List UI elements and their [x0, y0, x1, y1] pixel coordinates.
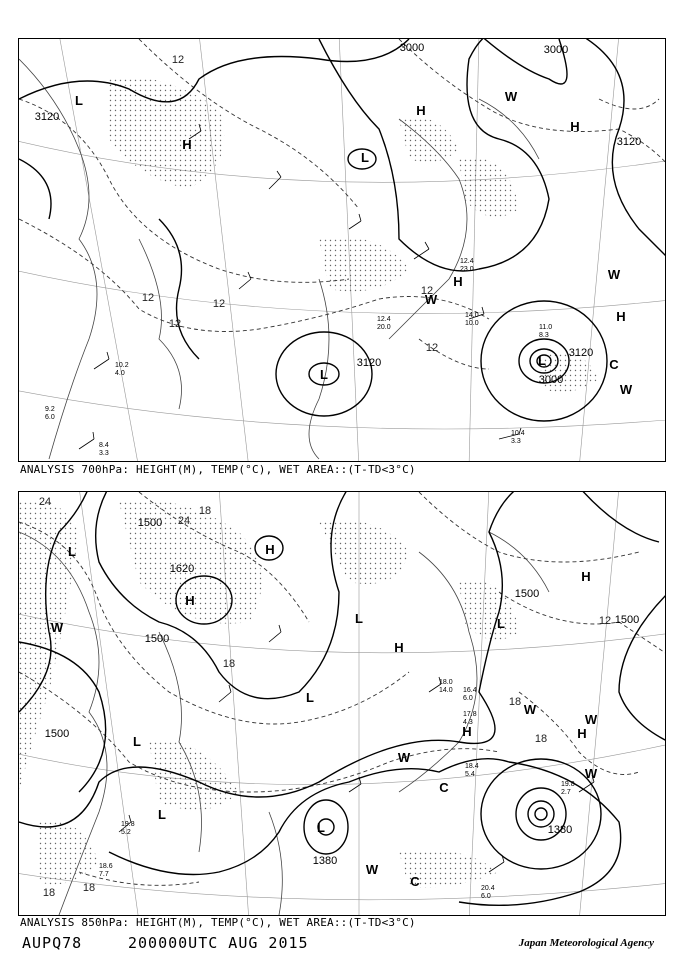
station-dewpoint-depression: 8.3 [539, 332, 549, 339]
height-label: 1500 [137, 517, 163, 529]
temperature-label: 12 [168, 318, 182, 330]
station-dewpoint-depression: 6.0 [45, 414, 55, 421]
pressure-center-label: W [424, 292, 438, 307]
pressure-center-label: W [397, 750, 411, 765]
temperature-label: 12 [212, 298, 226, 310]
map-panel-700hpa [18, 38, 666, 462]
pressure-center-label: H [182, 137, 192, 152]
pressure-center-label: L [306, 690, 314, 705]
height-label: 3000 [543, 44, 569, 56]
pressure-center-label: H [416, 103, 426, 118]
station-temperature: 11.0 [539, 324, 553, 331]
panel-caption-700hpa: ANALYSIS 700hPa: HEIGHT(M), TEMP(°C), WET AREA::(T-TD<3°C) [20, 463, 416, 476]
pressure-center-label: W [504, 89, 518, 104]
pressure-center-label: H [462, 724, 472, 739]
pressure-center-label: H [577, 726, 587, 741]
pressure-center-label: H [185, 593, 195, 608]
height-label: 3120 [568, 347, 594, 359]
station-temperature: 19.8 [121, 821, 135, 828]
station-temperature: 9.2 [45, 406, 55, 413]
valid-time: 200000UTC AUG 2015 [128, 934, 309, 952]
map-panel-850hpa [18, 491, 666, 916]
station-dewpoint-depression: 4.0 [115, 370, 125, 377]
station-dewpoint-depression: 5.4 [465, 771, 475, 778]
pressure-center-label: W [365, 862, 379, 877]
temperature-label: 18 [82, 882, 96, 894]
height-label: 3000 [538, 374, 564, 386]
station-temperature: 10.2 [115, 362, 129, 369]
height-label: 1500 [514, 588, 540, 600]
pressure-center-label: H [394, 640, 404, 655]
station-dewpoint-depression: 10.0 [465, 320, 479, 327]
temperature-label: 18 [508, 696, 522, 708]
chart-identifier: AUPQ78 [22, 934, 83, 952]
station-dewpoint-depression: 3.3 [511, 438, 521, 445]
height-label: 1380 [312, 855, 338, 867]
pressure-center-label: W [619, 382, 633, 397]
height-label: 1500 [44, 728, 70, 740]
pressure-center-label: C [410, 874, 420, 889]
station-temperature: 8.4 [99, 442, 109, 449]
temperature-label: 18 [198, 505, 212, 517]
height-label: 3120 [356, 357, 382, 369]
station-dewpoint-depression: 7.7 [99, 871, 109, 878]
height-label: 3120 [616, 136, 642, 148]
height-label: 3120 [34, 111, 60, 123]
pressure-center-label: H [581, 569, 591, 584]
station-temperature: 14.0 [465, 312, 479, 319]
temperature-label: 24 [177, 515, 191, 527]
pressure-center-label: H [265, 542, 275, 557]
pressure-center-label: H [570, 119, 580, 134]
station-temperature: 18.6 [99, 863, 113, 870]
temperature-label: 12 [598, 615, 612, 627]
station-dewpoint-depression: 20.0 [377, 324, 391, 331]
station-dewpoint-depression: 6.0 [463, 695, 473, 702]
temperature-label: 18 [42, 887, 56, 899]
station-temperature: 20.4 [481, 885, 495, 892]
station-temperature: 10.4 [511, 430, 525, 437]
temperature-label: 12 [141, 292, 155, 304]
station-temperature: 18.4 [465, 763, 479, 770]
pressure-center-label: H [453, 274, 463, 289]
pressure-center-label: L [361, 150, 369, 165]
pressure-center-label: W [523, 702, 537, 717]
station-temperature: 18.0 [439, 679, 453, 686]
pressure-center-label: W [584, 712, 598, 727]
height-label: 1620 [169, 563, 195, 575]
pressure-center-label: W [50, 620, 64, 635]
pressure-center-label: L [538, 353, 546, 368]
station-temperature: 16.4 [463, 687, 477, 694]
pressure-center-label: L [355, 611, 363, 626]
station-temperature: 12.4 [377, 316, 391, 323]
station-dewpoint-depression: 5.2 [121, 829, 131, 836]
panel-caption-850hpa: ANALYSIS 850hPa: HEIGHT(M), TEMP(°C), WET AREA::(T-TD<3°C) [20, 916, 416, 929]
temperature-label: 12 [420, 285, 434, 297]
pressure-center-label: H [616, 309, 626, 324]
station-temperature: 19.8 [561, 781, 575, 788]
height-label: 1380 [547, 824, 573, 836]
pressure-center-label: L [320, 367, 328, 382]
pressure-center-label: L [68, 544, 76, 559]
station-dewpoint-depression: 14.0 [439, 687, 453, 694]
station-temperature: 12.4 [460, 258, 474, 265]
station-dewpoint-depression: 4.3 [463, 719, 473, 726]
pressure-center-label: L [158, 807, 166, 822]
station-dewpoint-depression: 6.0 [481, 893, 491, 900]
station-dewpoint-depression: 3.3 [99, 450, 109, 457]
height-label: 1500 [144, 633, 170, 645]
pressure-center-label: L [75, 93, 83, 108]
station-temperature: 17.8 [463, 711, 477, 718]
pressure-center-label: L [497, 616, 505, 631]
temperature-label: 12 [425, 342, 439, 354]
station-dewpoint-depression: 2.7 [561, 789, 571, 796]
height-label: 1500 [614, 614, 640, 626]
temperature-label: 18 [222, 658, 236, 670]
temperature-label: 24 [38, 496, 52, 508]
temperature-label: 18 [534, 733, 548, 745]
pressure-center-label: L [133, 734, 141, 749]
pressure-center-label: C [609, 357, 619, 372]
pressure-center-label: C [439, 780, 449, 795]
agency-name: Japan Meteorological Agency [518, 937, 654, 949]
pressure-center-label: W [607, 267, 621, 282]
pressure-center-label: W [584, 766, 598, 781]
height-label: 3000 [399, 42, 425, 54]
station-dewpoint-depression: 23.0 [460, 266, 474, 273]
temperature-label: 12 [171, 54, 185, 66]
pressure-center-label: L [317, 820, 325, 835]
wet-areas [19, 500, 522, 888]
